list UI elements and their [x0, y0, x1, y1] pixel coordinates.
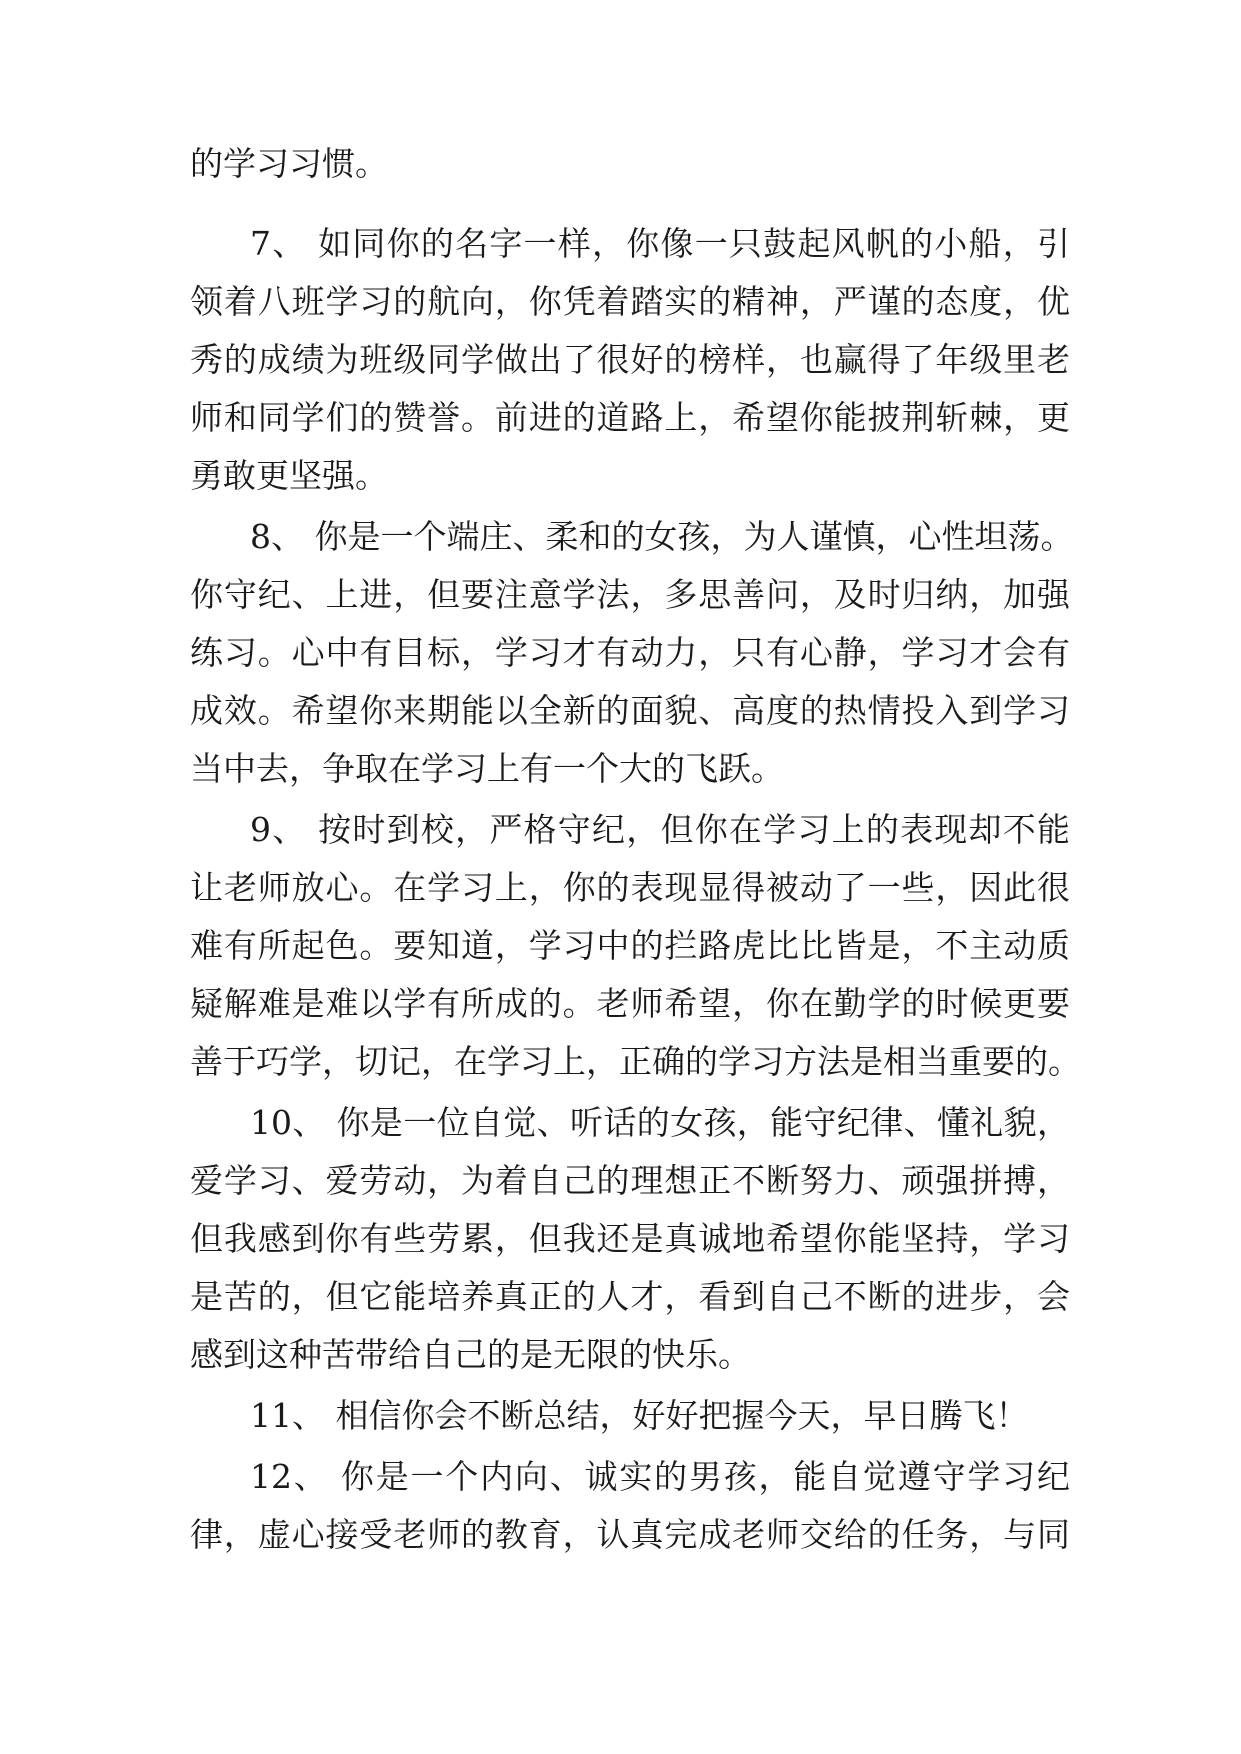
text-line: 秀的成绩为班级同学做出了很好的榜样，也赢得了年级里老 — [190, 340, 1070, 379]
text-line: 疑解难是难以学有所成的。老师希望，你在勤学的时候更要 — [190, 984, 1070, 1023]
text-line: 爱学习、爱劳动，为着自己的理想正不断努力、顽强拼搏， — [190, 1161, 1070, 1200]
paragraph-item-11-line: 11、 相信你会不断总结，好好把握今天，早日腾飞！ — [250, 1396, 1029, 1435]
text-line: 感到这种苦带给自己的是无限的快乐。 — [190, 1335, 751, 1374]
text-line: 领着八班学习的航向，你凭着踏实的精神，严谨的态度，优 — [190, 282, 1070, 321]
text-line: 练习。心中有目标，学习才有动力，只有心静，学习才会有 — [190, 633, 1070, 672]
text-line: 成效。希望你来期能以全新的面貌、高度的热情投入到学习 — [190, 691, 1070, 730]
paragraph-item-9-line: 9、 按时到校，严格守纪，但你在学习上的表现却不能 — [250, 810, 1070, 849]
text-line: 你守纪、上进，但要注意学法，多思善问，及时归纳，加强 — [190, 575, 1070, 614]
text-line: 律，虚心接受老师的教育，认真完成老师交给的任务，与同 — [190, 1515, 1070, 1554]
text-line: 勇敢更坚强。 — [190, 456, 388, 495]
text-line: 当中去，争取在学习上有一个大的飞跃。 — [190, 749, 784, 788]
paragraph-item-7-line: 7、 如同你的名字一样，你像一只鼓起风帆的小船，引 — [250, 224, 1070, 263]
text-line: 让老师放心。在学习上，你的表现显得被动了一些，因此很 — [190, 868, 1070, 907]
text-line: 难有所起色。要知道，学习中的拦路虎比比皆是，不主动质 — [190, 926, 1070, 965]
paragraph-item-8-line: 8、 你是一个端庄、柔和的女孩，为人谨慎，心性坦荡。 — [250, 517, 1074, 556]
text-line: 的学习习惯。 — [190, 144, 388, 183]
text-line: 是苦的，但它能培养真正的人才，看到自己不断的进步，会 — [190, 1277, 1070, 1316]
paragraph-item-10-line: 10、 你是一位自觉、听话的女孩，能守纪律、懂礼貌， — [250, 1103, 1070, 1142]
paragraph-item-12-line: 12、 你是一个内向、诚实的男孩，能自觉遵守学习纪 — [250, 1457, 1070, 1496]
text-line: 善于巧学，切记，在学习上，正确的学习方法是相当重要的。 — [190, 1042, 1081, 1081]
text-line: 但我感到你有些劳累，但我还是真诚地希望你能坚持，学习 — [190, 1219, 1070, 1258]
text-line: 师和同学们的赞誉。前进的道路上，希望你能披荆斩棘，更 — [190, 398, 1070, 437]
